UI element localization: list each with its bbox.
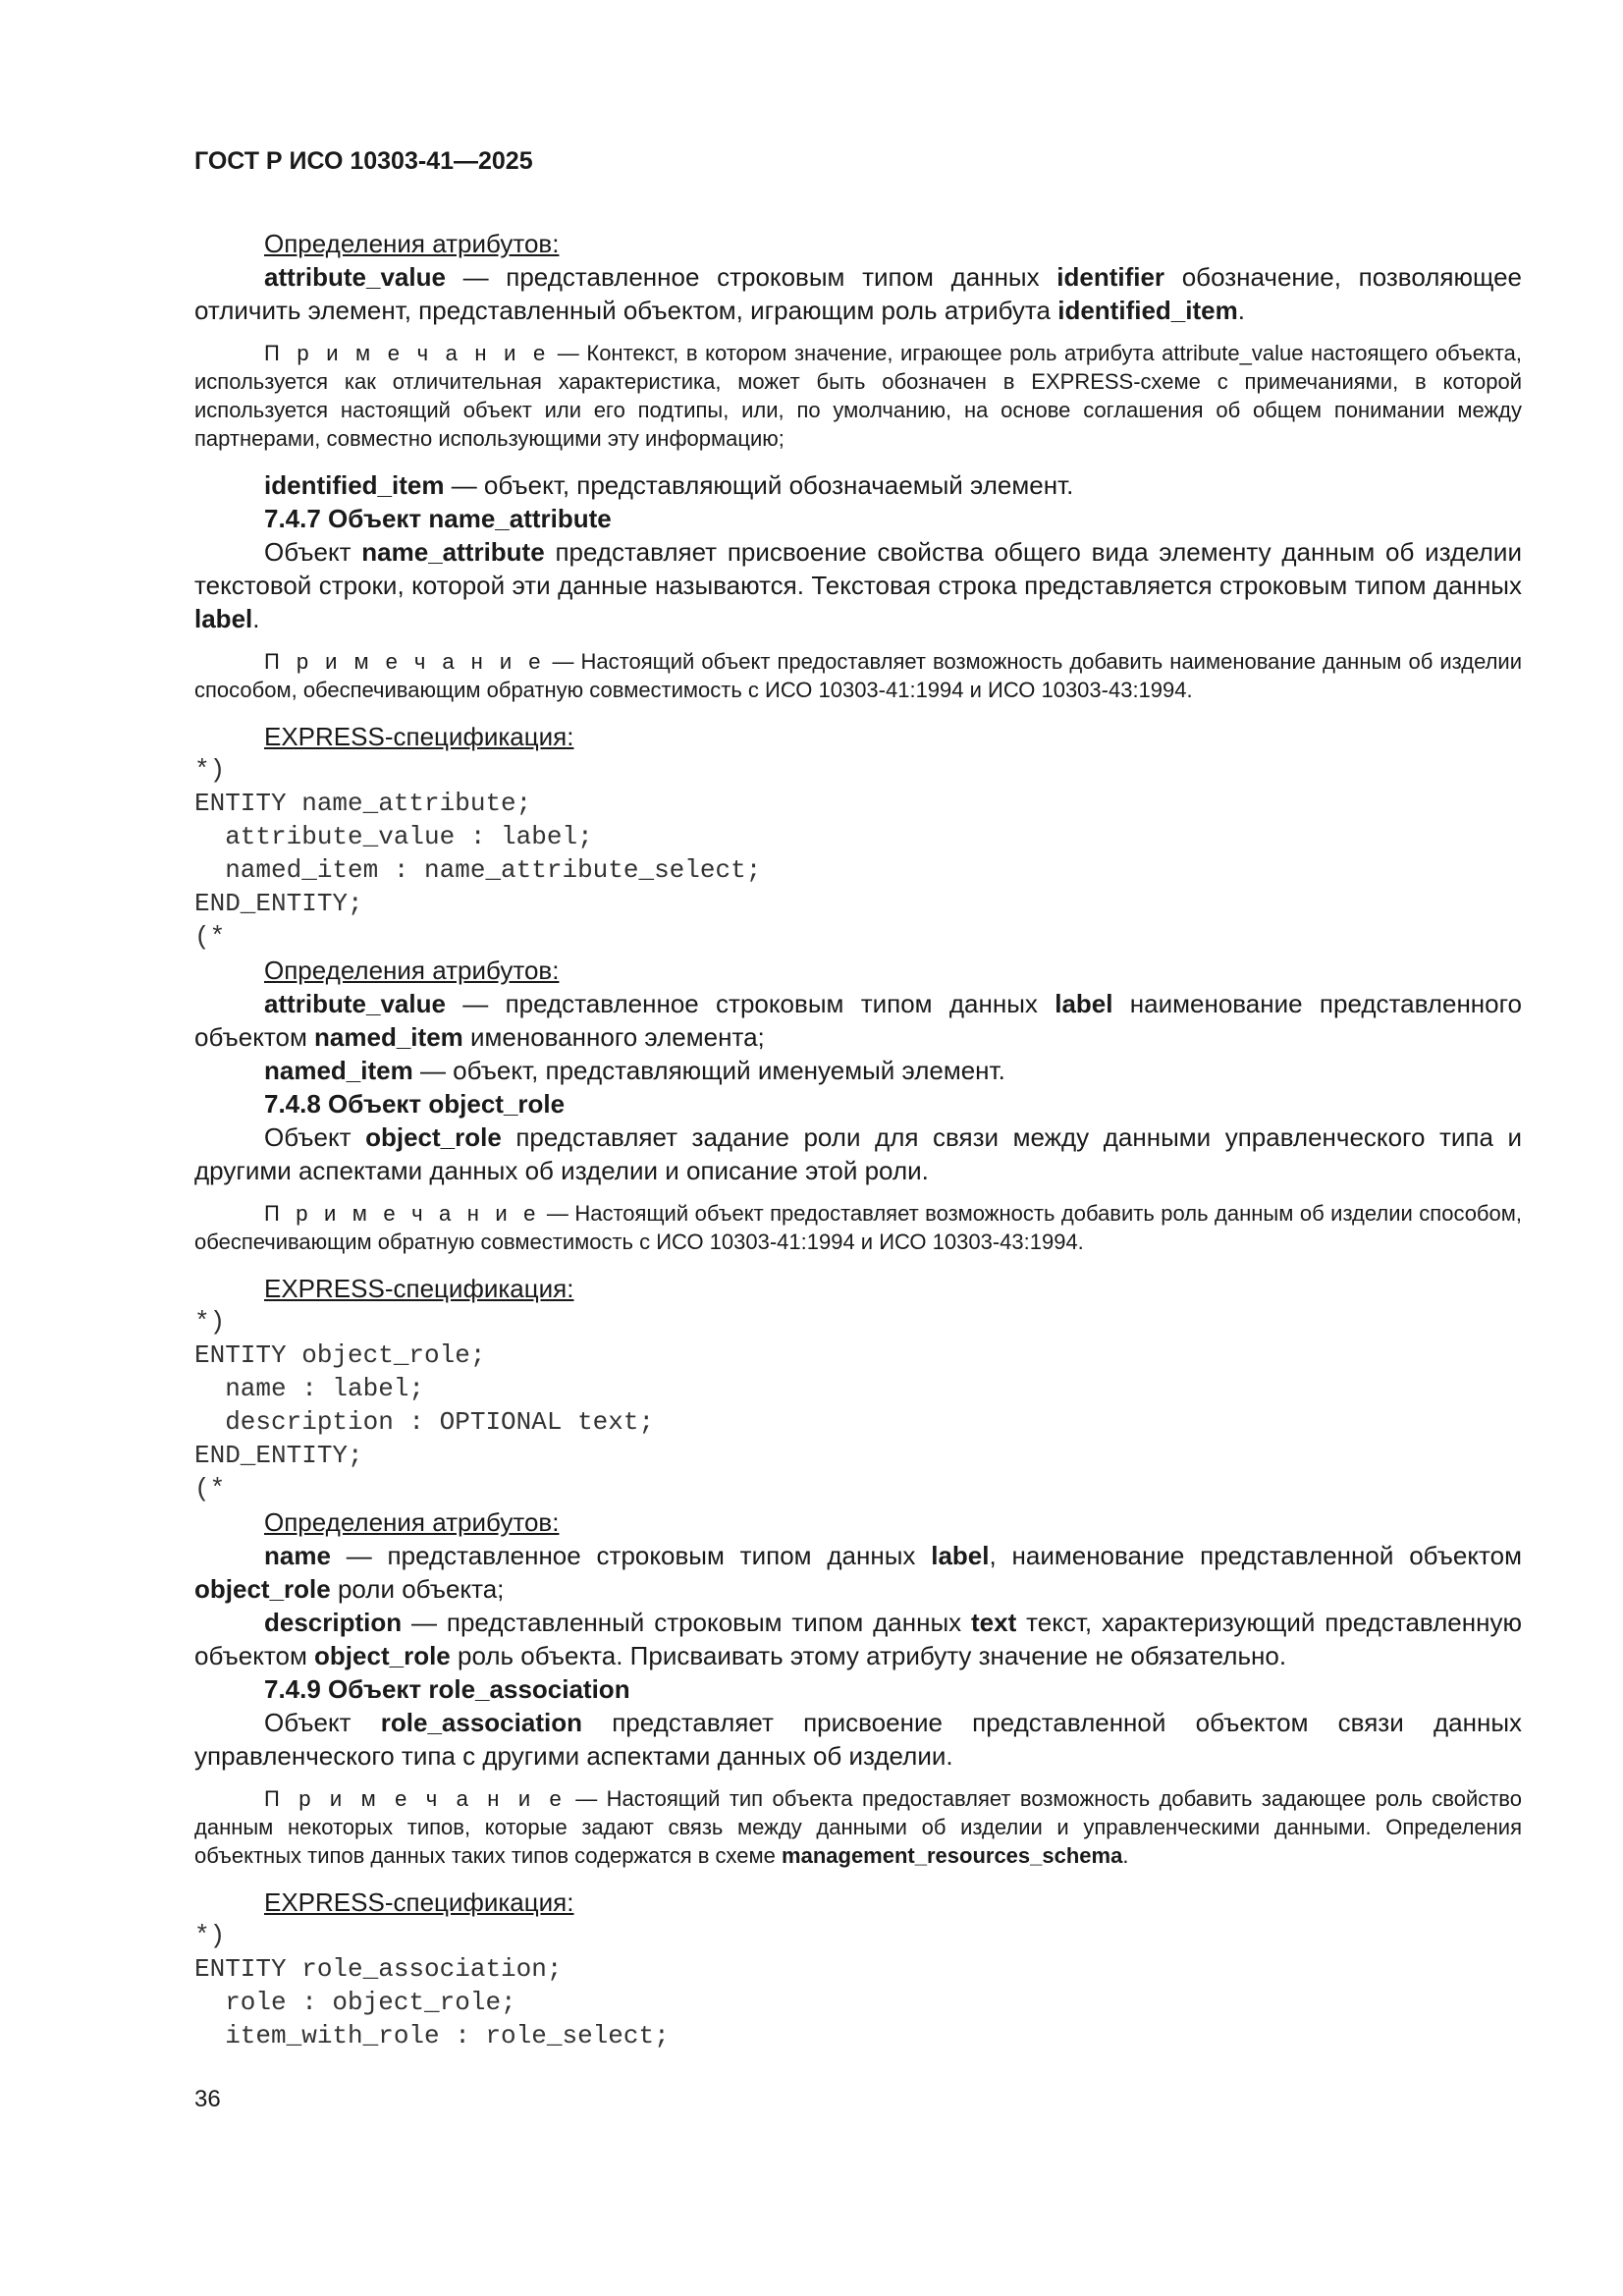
attr-def-description: description — представленный строковым типом данных text текст, характеризующий представленную объектом object_role роль объекта. Присваивать этому атрибуту значение не обязательно.	[194, 1608, 1522, 1670]
document-header: ГОСТ Р ИСО 10303-41—2025	[194, 147, 533, 175]
attr-defs-label: Определения атрибутов:	[264, 229, 560, 258]
express-spec-label: EXPRESS-спецификация:	[264, 1887, 574, 1917]
attr-defs-label: Определения атрибутов:	[264, 1507, 560, 1537]
note: П р и м е ч а н и е — Настоящий объект предоставляет возможность добавить роль данным об изделии способом, обеспечивающим обратную совместимость с ИСО 10303-41:1994 и ИСО 10303-43:1994.	[194, 1201, 1522, 1254]
express-spec-label: EXPRESS-спецификация:	[264, 722, 574, 751]
express-code-block: *) ENTITY object_role; name : label; description : OPTIONAL text; END_ENTITY; (*	[194, 1307, 655, 1503]
section-heading-7-4-9: 7.4.9 Объект role_association	[264, 1674, 630, 1704]
attr-defs-label: Определения атрибутов:	[264, 956, 560, 985]
attr-def-name: name — представленное строковым типом данных label, наименование представленной объектом object_role роли объекта;	[194, 1541, 1523, 1604]
note: П р и м е ч а н и е — Настоящий объект предоставляет возможность добавить наименование данным об изделии способом, обеспечивающим обратную совместимость с ИСО 10303-41:1994 и ИСО 10303-43:1994.	[194, 649, 1522, 702]
express-code-block: *) ENTITY name_attribute; attribute_value : label; named_item : name_attribute_select; END_ENTITY; (*	[194, 755, 762, 952]
document-page	[194, 147, 1522, 2052]
section-paragraph: Объект role_association представляет присвоение представленной объектом связи данных управленческого типа с другими аспектами данных об изделии.	[194, 1708, 1523, 1771]
attr-def-attribute-value: attribute_value — представленное строковым типом данных label наименование представленного объектом named_item именованного элемента;	[194, 989, 1522, 1052]
section-heading-7-4-7: 7.4.7 Объект name_attribute	[264, 504, 612, 533]
section-heading-7-4-8: 7.4.8 Объект object_role	[264, 1089, 566, 1119]
attr-def-named-item: named_item — объект, представляющий именуемый элемент.	[264, 1056, 1005, 1085]
section-paragraph: Объект name_attribute представляет присвоение свойства общего вида элементу данным об изделии текстовой строки, которой эти данные называются. Текстовая строка представляется строковым типом данных label.	[194, 537, 1522, 633]
express-spec-label: EXPRESS-спецификация:	[264, 1274, 574, 1303]
attr-def-attribute-value: attribute_value — представленное строковым типом данных identifier обозначение, позволяющее отличить элемент, представленный объектом, играющим роль атрибута identified_item.	[194, 262, 1522, 325]
page-number: 36	[194, 2086, 221, 2112]
note: П р и м е ч а н и е — Настоящий тип объекта предоставляет возможность добавить задающее роль свойство данным некоторых типов, которые задают связь между данными об изделии и управленческими данными. Определения объектных типов данных таких типов содержатся в схеме management_resources_schema.	[194, 1786, 1522, 1868]
note: П р и м е ч а н и е — Контекст, в котором значение, играющее роль атрибута attribute_value настоящего объекта, используется как отличительная характеристика, может быть обозначен в EXPRESS-схеме с примечаниями, в которой используется настоящий объект или его подтипы, или, по умолчанию, на основе соглашения об общем понимании между партнерами, совместно использующими эту информацию;	[194, 341, 1522, 451]
express-code-block: *) ENTITY role_association; role : object_role; item_with_role : role_select;	[194, 1921, 670, 2050]
attr-def-identified-item: identified_item — объект, представляющий обозначаемый элемент.	[264, 470, 1074, 500]
section-paragraph: Объект object_role представляет задание роли для связи между данными управленческого типа и другими аспектами данных об изделии и описание этой роли.	[194, 1122, 1522, 1185]
